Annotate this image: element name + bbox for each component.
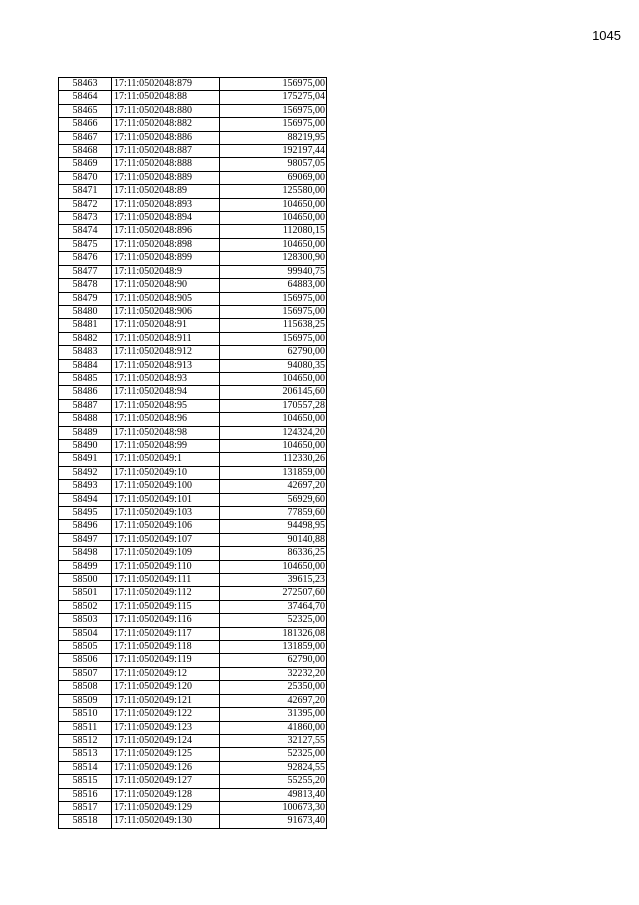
cadastral-number-cell: 17:11:0502049:111 [112,574,220,587]
row-number-cell: 58489 [59,426,112,439]
cadastral-number-cell: 17:11:0502048:893 [112,198,220,211]
value-cell: 41860,00 [220,721,327,734]
cadastral-number-cell: 17:11:0502049:1 [112,453,220,466]
table-row [59,520,327,533]
row-number-cell: 58477 [59,265,112,278]
value-cell: 94080,35 [220,359,327,372]
table-row [59,359,327,372]
table-row [59,346,327,359]
cadastral-number-cell: 17:11:0502049:130 [112,815,220,828]
value-cell: 52325,00 [220,748,327,761]
row-number-cell: 58492 [59,466,112,479]
cadastral-number-cell: 17:11:0502048:98 [112,426,220,439]
cadastral-number-cell: 17:11:0502049:129 [112,801,220,814]
value-cell: 124324,20 [220,426,327,439]
table-row [59,292,327,305]
value-cell: 32127,55 [220,734,327,747]
cadastral-number-cell: 17:11:0502049:122 [112,708,220,721]
value-cell: 64883,00 [220,279,327,292]
row-number-cell: 58497 [59,533,112,546]
table-row [59,775,327,788]
table-row [59,748,327,761]
table-row [59,641,327,654]
table-row [59,801,327,814]
row-number-cell: 58465 [59,104,112,117]
table-row [59,708,327,721]
value-cell: 49813,40 [220,788,327,801]
table-row [59,225,327,238]
value-cell: 156975,00 [220,305,327,318]
cadastral-number-cell: 17:11:0502049:115 [112,600,220,613]
table-row [59,466,327,479]
table-row [59,574,327,587]
cadastral-number-cell: 17:11:0502049:123 [112,721,220,734]
table-row [59,694,327,707]
row-number-cell: 58480 [59,305,112,318]
cadastral-number-cell: 17:11:0502049:103 [112,507,220,520]
row-number-cell: 58501 [59,587,112,600]
value-cell: 56929,60 [220,493,327,506]
cadastral-number-cell: 17:11:0502048:898 [112,238,220,251]
value-cell: 100673,30 [220,801,327,814]
cadastral-number-cell: 17:11:0502049:109 [112,547,220,560]
value-cell: 104650,00 [220,372,327,385]
cadastral-number-cell: 17:11:0502049:106 [112,520,220,533]
row-number-cell: 58473 [59,212,112,225]
value-cell: 37464,70 [220,600,327,613]
table-row [59,493,327,506]
table-row [59,614,327,627]
row-number-cell: 58496 [59,520,112,533]
row-number-cell: 58484 [59,359,112,372]
row-number-cell: 58491 [59,453,112,466]
value-cell: 104650,00 [220,439,327,452]
row-number-cell: 58503 [59,614,112,627]
value-cell: 25350,00 [220,681,327,694]
value-cell: 156975,00 [220,78,327,91]
value-cell: 104650,00 [220,413,327,426]
cadastral-number-cell: 17:11:0502048:911 [112,332,220,345]
table-row [59,185,327,198]
value-cell: 39615,23 [220,574,327,587]
value-cell: 156975,00 [220,118,327,131]
cadastral-number-cell: 17:11:0502048:886 [112,131,220,144]
cadastral-number-cell: 17:11:0502048:906 [112,305,220,318]
row-number-cell: 58470 [59,171,112,184]
row-number-cell: 58490 [59,439,112,452]
cadastral-number-cell: 17:11:0502048:99 [112,439,220,452]
value-cell: 125580,00 [220,185,327,198]
value-cell: 31395,00 [220,708,327,721]
table-row [59,734,327,747]
table-body [59,78,327,829]
table-row [59,533,327,546]
table-row [59,158,327,171]
table-row [59,453,327,466]
cadastral-number-cell: 17:11:0502048:91 [112,319,220,332]
table-row [59,667,327,680]
table-row [59,439,327,452]
value-cell: 94498,95 [220,520,327,533]
value-cell: 128300,90 [220,252,327,265]
table-row [59,788,327,801]
cadastral-number-cell: 17:11:0502049:121 [112,694,220,707]
value-cell: 55255,20 [220,775,327,788]
row-number-cell: 58502 [59,600,112,613]
value-cell: 69069,00 [220,171,327,184]
cadastral-number-cell: 17:11:0502049:126 [112,761,220,774]
data-table [58,77,327,829]
value-cell: 77859,60 [220,507,327,520]
row-number-cell: 58515 [59,775,112,788]
value-cell: 52325,00 [220,614,327,627]
row-number-cell: 58510 [59,708,112,721]
table-row [59,426,327,439]
row-number-cell: 58511 [59,721,112,734]
value-cell: 62790,00 [220,654,327,667]
value-cell: 98057,05 [220,158,327,171]
cadastral-number-cell: 17:11:0502049:124 [112,734,220,747]
table-row [59,91,327,104]
cadastral-number-cell: 17:11:0502048:93 [112,372,220,385]
table-row [59,238,327,251]
value-cell: 92824,55 [220,761,327,774]
row-number-cell: 58513 [59,748,112,761]
table-row [59,145,327,158]
table-row [59,305,327,318]
row-number-cell: 58500 [59,574,112,587]
row-number-cell: 58474 [59,225,112,238]
row-number-cell: 58466 [59,118,112,131]
table-row [59,319,327,332]
row-number-cell: 58487 [59,399,112,412]
table-row [59,399,327,412]
value-cell: 115638,25 [220,319,327,332]
cadastral-number-cell: 17:11:0502048:899 [112,252,220,265]
table-row [59,279,327,292]
row-number-cell: 58483 [59,346,112,359]
cadastral-number-cell: 17:11:0502048:896 [112,225,220,238]
value-cell: 42697,20 [220,480,327,493]
cadastral-number-cell: 17:11:0502049:110 [112,560,220,573]
row-number-cell: 58468 [59,145,112,158]
cadastral-number-cell: 17:11:0502048:88 [112,91,220,104]
cadastral-number-cell: 17:11:0502048:94 [112,386,220,399]
row-number-cell: 58494 [59,493,112,506]
cadastral-number-cell: 17:11:0502048:913 [112,359,220,372]
row-number-cell: 58478 [59,279,112,292]
table-row [59,721,327,734]
row-number-cell: 58472 [59,198,112,211]
cadastral-number-cell: 17:11:0502049:128 [112,788,220,801]
table-row [59,104,327,117]
row-number-cell: 58504 [59,627,112,640]
row-number-cell: 58482 [59,332,112,345]
table-row [59,332,327,345]
value-cell: 88219,95 [220,131,327,144]
row-number-cell: 58514 [59,761,112,774]
value-cell: 42697,20 [220,694,327,707]
cadastral-number-cell: 17:11:0502049:116 [112,614,220,627]
value-cell: 32232,20 [220,667,327,680]
row-number-cell: 58469 [59,158,112,171]
cadastral-number-cell: 17:11:0502048:89 [112,185,220,198]
value-cell: 131859,00 [220,641,327,654]
value-cell: 86336,25 [220,547,327,560]
cadastral-number-cell: 17:11:0502048:889 [112,171,220,184]
cadastral-number-cell: 17:11:0502048:882 [112,118,220,131]
row-number-cell: 58506 [59,654,112,667]
cadastral-number-cell: 17:11:0502048:905 [112,292,220,305]
table-row [59,198,327,211]
table-row [59,131,327,144]
row-number-cell: 58498 [59,547,112,560]
table-row [59,480,327,493]
value-cell: 206145,60 [220,386,327,399]
row-number-cell: 58476 [59,252,112,265]
table-row [59,252,327,265]
cadastral-number-cell: 17:11:0502049:119 [112,654,220,667]
value-cell: 99940,75 [220,265,327,278]
row-number-cell: 58518 [59,815,112,828]
cadastral-number-cell: 17:11:0502048:887 [112,145,220,158]
table-row [59,600,327,613]
cadastral-number-cell: 17:11:0502049:125 [112,748,220,761]
value-cell: 62790,00 [220,346,327,359]
value-cell: 131859,00 [220,466,327,479]
value-cell: 104650,00 [220,238,327,251]
row-number-cell: 58507 [59,667,112,680]
value-cell: 112330,26 [220,453,327,466]
cadastral-number-cell: 17:11:0502048:96 [112,413,220,426]
table-row [59,413,327,426]
value-cell: 170557,28 [220,399,327,412]
value-cell: 156975,00 [220,292,327,305]
table-row [59,587,327,600]
table-row [59,681,327,694]
cadastral-number-cell: 17:11:0502049:120 [112,681,220,694]
value-cell: 272507,60 [220,587,327,600]
cadastral-number-cell: 17:11:0502049:118 [112,641,220,654]
table-row [59,118,327,131]
row-number-cell: 58471 [59,185,112,198]
row-number-cell: 58505 [59,641,112,654]
value-cell: 104650,00 [220,560,327,573]
table-row [59,265,327,278]
cadastral-number-cell: 17:11:0502048:90 [112,279,220,292]
value-cell: 90140,88 [220,533,327,546]
row-number-cell: 58479 [59,292,112,305]
cadastral-number-cell: 17:11:0502048:912 [112,346,220,359]
table-row [59,372,327,385]
table-row [59,212,327,225]
table-row [59,761,327,774]
table-row [59,171,327,184]
value-cell: 156975,00 [220,332,327,345]
cadastral-number-cell: 17:11:0502049:107 [112,533,220,546]
cadastral-number-cell: 17:11:0502049:127 [112,775,220,788]
table-row [59,507,327,520]
value-cell: 104650,00 [220,198,327,211]
cadastral-number-cell: 17:11:0502048:95 [112,399,220,412]
row-number-cell: 58509 [59,694,112,707]
cadastral-number-cell: 17:11:0502048:888 [112,158,220,171]
cadastral-number-cell: 17:11:0502049:112 [112,587,220,600]
row-number-cell: 58464 [59,91,112,104]
row-number-cell: 58481 [59,319,112,332]
table-row [59,78,327,91]
row-number-cell: 58512 [59,734,112,747]
row-number-cell: 58508 [59,681,112,694]
row-number-cell: 58517 [59,801,112,814]
table-row [59,547,327,560]
value-cell: 91673,40 [220,815,327,828]
cadastral-number-cell: 17:11:0502048:879 [112,78,220,91]
table-row [59,654,327,667]
table-row [59,815,327,828]
cadastral-number-cell: 17:11:0502048:880 [112,104,220,117]
row-number-cell: 58467 [59,131,112,144]
row-number-cell: 58485 [59,372,112,385]
cadastral-number-cell: 17:11:0502049:10 [112,466,220,479]
page-number: 1045 [592,28,621,43]
cadastral-number-cell: 17:11:0502049:117 [112,627,220,640]
cadastral-number-cell: 17:11:0502049:100 [112,480,220,493]
cadastral-number-cell: 17:11:0502049:101 [112,493,220,506]
cadastral-number-cell: 17:11:0502048:894 [112,212,220,225]
value-cell: 175275,04 [220,91,327,104]
table-row [59,386,327,399]
table-row [59,560,327,573]
value-cell: 181326,08 [220,627,327,640]
table-row [59,627,327,640]
row-number-cell: 58495 [59,507,112,520]
row-number-cell: 58493 [59,480,112,493]
row-number-cell: 58475 [59,238,112,251]
row-number-cell: 58463 [59,78,112,91]
value-cell: 104650,00 [220,212,327,225]
cadastral-number-cell: 17:11:0502048:9 [112,265,220,278]
cadastral-number-cell: 17:11:0502049:12 [112,667,220,680]
row-number-cell: 58499 [59,560,112,573]
row-number-cell: 58488 [59,413,112,426]
value-cell: 156975,00 [220,104,327,117]
value-cell: 112080,15 [220,225,327,238]
row-number-cell: 58486 [59,386,112,399]
row-number-cell: 58516 [59,788,112,801]
value-cell: 192197,44 [220,145,327,158]
